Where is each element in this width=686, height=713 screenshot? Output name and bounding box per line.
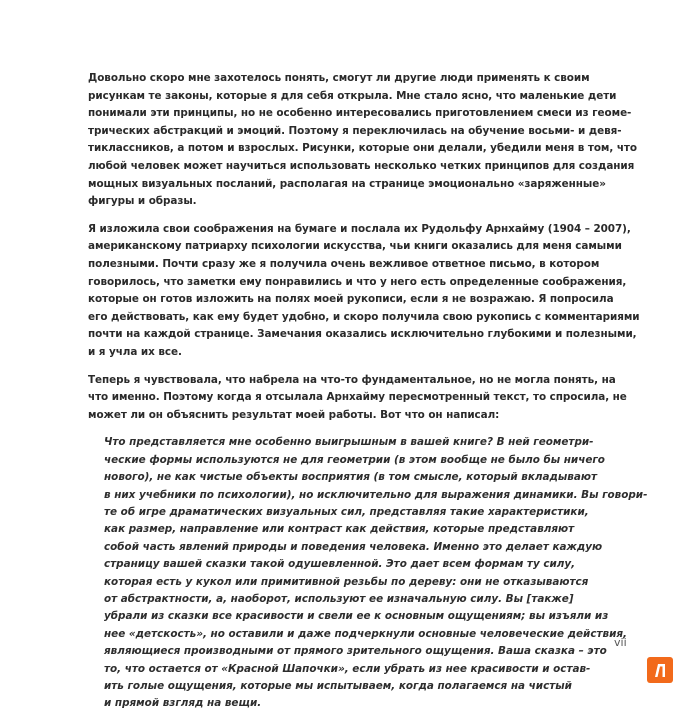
quote-line: убрали из сказки все красивости и свели ее к основным ощущениям; вы изъяли из [104,610,609,623]
text-line: рисункам те законы, которые я для себя открыла. Мне стало ясно, что маленькие дети [88,89,617,102]
text-line: почти на каждой странице. Замечания оказались исключительно глубокими и полезными, [88,328,637,341]
quote-line: ить голые ощущения, которые мы испытываем, когда полагаемся на чистый [104,679,572,692]
paragraph-3 [88,372,627,425]
text-line: что именно. Поэтому когда я отсылала Арнхайму пересмотренный текст, то спросила, не [88,391,627,404]
text-line: говорилось, что заметки ему понравились и что у него есть определенные соображения, [88,275,627,288]
quote-line: и прямой взгляд на вещи. [104,697,262,710]
text-line: любой человек может научиться использовать несколько четких принципов для создания [88,159,635,172]
quote-line: собой часть явлений природы и поведения человека. Именно это делает каждую [104,540,603,553]
text-line: Довольно скоро мне захотелось понять, смогут ли другие люди применять к своим [88,72,590,84]
quote-line: ческие формы используются не для геометрии (в этом вообще не было бы ничего [104,453,605,466]
text-line: Я изложила свои соображения на бумаге и послала их Рудольфу Арнхайму (1904 – 2007), [88,222,631,235]
text-line: его действовать, как ему будет удобно, и скоро получила свою рукопись с комментариями [88,310,640,323]
text-line: Теперь я чувствовала, что набрела на что-то фундаментальное, но не могла понять, на [88,373,616,386]
quote-line: в них учебники по психологии), но исключительно для выражения динамики. Вы говори- [104,488,648,501]
quote-line: нового), не как чистые объекты восприятия (в том смысле, который вкладывают [104,471,597,484]
quote-line: от абстрактности, а, наоборот, используют ее изначальную силу. Вы [также] [104,592,574,605]
text-line: фигуры и образы. [88,195,197,208]
paragraph-2 [88,221,640,362]
labirint-logo-glyph [647,657,673,683]
text-line: тиклассников, а потом и взрослых. Рисунки, которые они делали, убедили меня в том, что [88,142,637,155]
labirint-logo-icon [647,657,673,683]
text-line: трических абстракций и эмоций. Поэтому я переключилась на обучение восьми- и девя- [88,124,622,137]
text-line: понимали эти принципы, но не особенно интересовались приготовлением смеси из геоме- [88,107,632,120]
text-line: американскому патриарху психологии искусства, чьи книги оказались для меня самыми [88,240,622,253]
paragraph-1 [88,70,637,211]
quote-line: которая есть у кукол или примитивной резьбы по дереву: они не отказываются [104,575,589,588]
quote-line: как размер, направление или контраст как действия, которые представляют [104,523,575,536]
page-number: vii [614,636,627,649]
text-line: которые он готов изложить на полях моей рукописи, если я не возражаю. Я попросила [88,293,614,306]
quote-line: страницу вашей сказки такой одушевленной. Это дает всем формам ту силу, [104,558,576,571]
text-line: и я учла их все. [88,345,182,358]
text-line: может ли он объяснить результат моей работы. Вот что он написал: [88,408,500,421]
quote-line: те об игре драматических визуальных сил, представляя такие характеристики, [104,505,589,518]
quote-line: являющиеся производными от прямого зрительного ощущения. Ваша сказка – это [104,645,607,658]
quote-line: то, что остается от «Красной Шапочки», если убрать из нее красивости и остав- [104,662,591,675]
quote-line: Что представляется мне особенно выигрышным в вашей книге? В ней геометри- [104,436,594,449]
text-line: мощных визуальных посланий, располагая на странице эмоционально «заряженные» [88,177,606,190]
quote-line: нее «детскость», но оставили и даже подчеркнули основные человеческие действия, [104,627,627,640]
text-line: полезными. Почти сразу же я получила очень вежливое ответное письмо, в котором [88,257,600,270]
